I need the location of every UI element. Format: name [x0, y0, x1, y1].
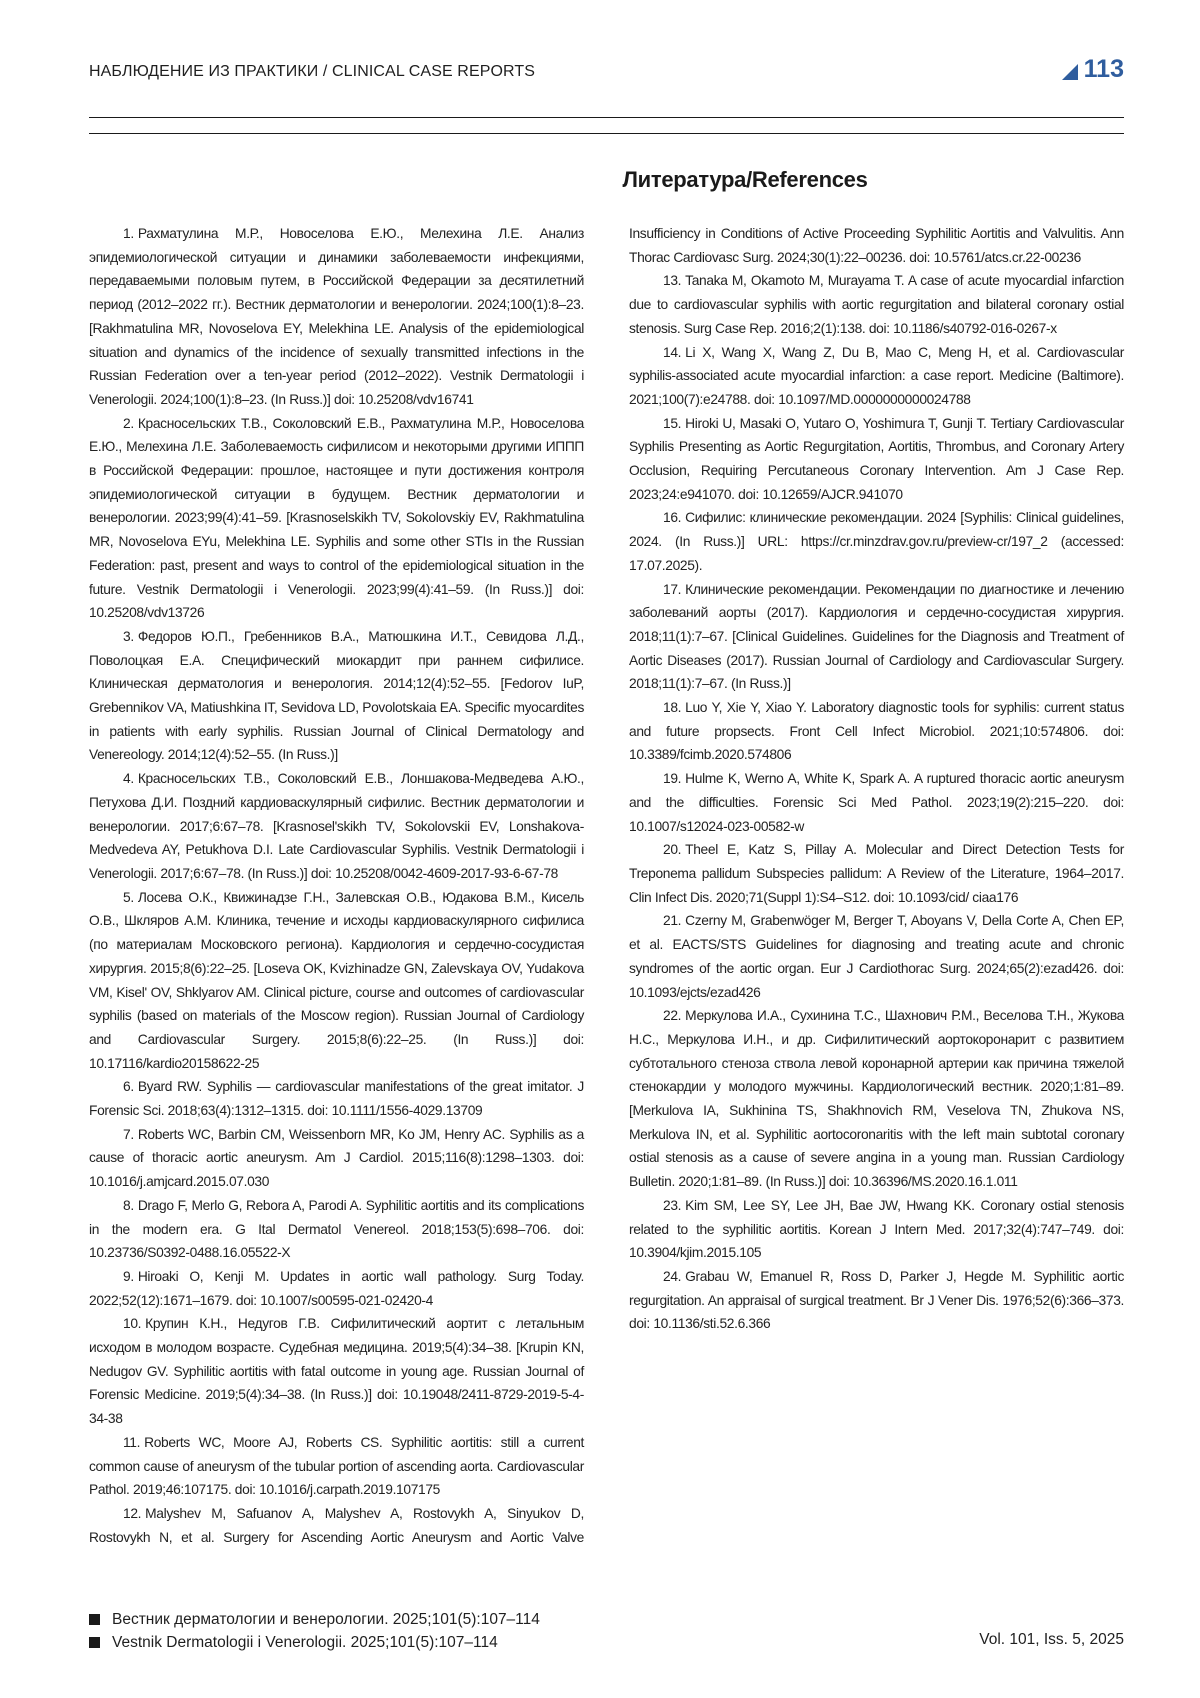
reference-text: Theel E, Katz S, Pillay A. Molecular and Direct Detection Tests for Treponema pallidum Subspecies pallidum: A Review of the Literature, 1964–2017. Clin Infect Dis. 2020;71(Suppl 1):S4–S12. doi: 10.1093/cid/ ciaa176: [629, 842, 1124, 905]
square-bullet-icon: [89, 1637, 100, 1648]
header-rule-bottom: [89, 133, 1124, 134]
reference-item: [89, 1431, 584, 1502]
reference-text: Byard RW. Syphilis — cardiovascular manifestations of the great imitator. J Forensic Sci. 2018;63(4):1312–1315. doi: 10.1111/1556-4029.13709: [89, 1079, 584, 1119]
reference-text: Grabau W, Emanuel R, Ross D, Parker J, Hegde M. Syphilitic aortic regurgitation. An appraisal of surgical treatment. Br J Vener Dis. 1976;52(6):366–373. doi: 10.1136/sti.52.6.366: [629, 1268, 1124, 1332]
reference-item: [89, 886, 584, 1076]
reference-number: 24.: [663, 1268, 682, 1284]
reference-text: Kim SM, Lee SY, Lee JH, Bae JW, Hwang KK. Coronary ostial stenosis related to the syphilitic aortitis. Korean J Intern Med. 2017;32(4):747–749. doi: 10.3904/kjim.2015.105: [629, 1197, 1124, 1261]
reference-text: Федоров Ю.П., Гребенников В.А., Матюшкина И.Т., Севидова Л.Д., Поволоцкая Е.А. Специфический миокардит при раннем сифилисе. Клиническая дерматология и венерология. 2014;12(4):52–55. [Fedorov IuP, Grebennikov VA, Matiushkina IT, Sevidova LD, Povolotskaia EA. Specific myocardites in patients with early syphilis. Russian Journal of Clinical Dermatology and Venereology. 2014;12(4):52–55. (In Russ.)]: [89, 628, 584, 763]
reference-text: Roberts WC, Moore AJ, Roberts CS. Syphilitic aortitis: still a current common cause of aneurysm of the tubular portion of ascending aorta. Cardiovascular Pathol. 2019;46:107175. doi: 10.1016/j.carpath.2019.107175: [89, 1434, 584, 1498]
reference-number: 1.: [123, 226, 134, 241]
running-head: НАБЛЮДЕНИЕ ИЗ ПРАКТИКИ / CLINICAL CASE REPORTS: [89, 63, 536, 80]
reference-text: Сифилис: клинические рекомендации. 2024 [Syphilis: Clinical guidelines, 2024. (In Russ.)] URL: https://cr.minzdrav.gov.ru/preview-cr/197_2 (accessed: 17.07.2025).: [629, 510, 1124, 573]
reference-number: 8.: [123, 1197, 134, 1213]
reference-item: [629, 767, 1124, 838]
footer-volume: Vol. 101, Iss. 5, 2025: [979, 1631, 1124, 1648]
section-title: Литература/References: [622, 167, 868, 192]
reference-text: Luo Y, Xie Y, Xiao Y. Laboratory diagnostic tools for syphilis: current status and future propsects. Front Cell Infect Microbiol. 2021;10:574806. doi: 10.3389/fcimb.2020.574806: [629, 700, 1124, 763]
reference-text: Красносельских Т.В., Соколовский Е.В., Лоншакова-Медведева А.Ю., Петухова Д.И. Поздний кардиоваскулярный сифилис. Вестник дерматологии и венерологии. 2017;6:67–78. [Krasnosel'skikh TV, Sokolovskii EV, Lonshakova-Medvedeva AY, Petukhova D.I. Late Cardiovascular Syphilis. Vestnik Dermatologii i Venerologii. 2017;6:67–78. (In Russ.)] doi: 10.25208/0042-4609-2017-93-6-67-78: [89, 771, 584, 881]
page-number-block: [1062, 55, 1124, 84]
reference-item: [629, 412, 1124, 507]
reference-number: 6.: [123, 1079, 134, 1095]
reference-text: Лосева О.К., Квижинадзе Г.Н., Залевская О.В., Юдакова В.М., Кисель О.В., Шкляров А.М. Клиника, течение и исходы кардиоваскулярного сифилиса (по материалам Московского региона). Кардиология и сердечно-сосудистая хирургия. 2015;8(6):22–25. [Loseva OK, Kvizhinadze GN, Zalevskaya OV, Yudakova VM, Kisel' OV, Shklyarov AM. Clinical picture, course and outcomes of cardiovascular syphilis (based on materials of the Moscow region). Russian Journal of Cardiology and Cardiovascular Surgery. 2015;8(6):22–25. (In Russ.)] doi: 10.17116/kardio20158622-25: [89, 889, 584, 1071]
reference-item: [629, 838, 1124, 909]
reference-number: 17.: [663, 581, 682, 597]
reference-text: Czerny M, Grabenwöger M, Berger T, Aboyans V, Della Corte A, Chen EP, et al. EACTS/STS Guidelines for diagnosing and treating acute and chronic syndromes of the aortic organ. Eur J Cardiothorac Surg. 2024;65(2):ezad426. doi: 10.1093/ejcts/ezad426: [629, 913, 1124, 1000]
reference-number: 10.: [123, 1316, 142, 1332]
header-rule-top: [89, 117, 1124, 118]
square-bullet-icon: [89, 1614, 100, 1625]
footer-line-ru: [89, 1608, 540, 1631]
reference-text: Меркулова И.А., Сухинина Т.С., Шахнович Р.М., Веселова Т.Н., Жукова Н.С., Меркулова И.Н., и др. Сифилитический аортокоронарит с развитием субтотального стеноза ствола левой коронарной артерии как причина тяжелой стенокардии у молодого мужчины. Кардиологический вестник. 2020;1:81–89. [Merkulova IA, Sukhinina TS, Shakhnovich RM, Veselova TN, Zhukova NS, Merkulova IN, et al. Syphilitic aortocoronaritis with the left main subtotal coronary ostial stenosis as a cause of severe angina in a young man. Russian Cardiology Bulletin. 2020;1:81–89. (In Russ.)] doi: 10.36396/MS.2020.16.1.011: [629, 1008, 1124, 1190]
reference-item: [629, 506, 1124, 577]
reference-item: [89, 767, 584, 886]
reference-number: 23.: [663, 1197, 682, 1213]
reference-item: [89, 1194, 584, 1265]
reference-item: [629, 1194, 1124, 1265]
reference-text: Roberts WC, Barbin CM, Weissenborn MR, Ko JM, Henry AC. Syphilis as a cause of thoracic aortic aneurysm. Am J Cardiol. 2015;116(8):1298–1303. doi: 10.1016/j.amjcard.2015.07.030: [89, 1126, 584, 1190]
footer-line-en: [89, 1631, 540, 1654]
reference-text: Рахматулина М.Р., Новоселова Е.Ю., Мелехина Л.Е. Анализ эпидемиологической ситуации и динамики заболеваемости инфекциями, передаваемыми половым путем, в Российской Федерации за десятилетний период (2012–2022 гг.). Вестник дерматологии и венерологии. 2024;100(1):8–23. [Rakhmatulina MR, Novoselova EY, Melekhina LE. Analysis of the epidemiological situation and dynamics of the incidence of sexually transmitted infections in the Russian Federation over a ten-year period (2012–2022). Vestnik Dermatologii i Venerologii. 2024;100(1):8–23. (In Russ.)] doi: 10.25208/vdv16741: [89, 226, 584, 407]
reference-item: [89, 412, 584, 625]
footer-journal-en: Vestnik Dermatologii i Venerologii. 2025;101(5):107–114: [112, 1634, 498, 1651]
reference-text: Tanaka M, Okamoto M, Murayama T. A case of acute myocardial infarction due to cardiovascular syphilis with aortic regurgitation and bilateral coronary ostial stenosis. Surg Case Rep. 2016;2(1):138. doi: 10.1186/s40792-016-0267-x: [629, 273, 1124, 336]
reference-number: 13.: [663, 273, 682, 289]
reference-text: Hiroaki O, Kenji M. Updates in aortic wall pathology. Surg Today. 2022;52(12):1671–1679. doi: 10.1007/s00595-021-02420-4: [89, 1268, 584, 1308]
reference-number: 7.: [123, 1126, 134, 1142]
triangle-marker-icon: [1062, 64, 1078, 80]
reference-number: 15.: [663, 415, 682, 431]
reference-number: 2.: [123, 415, 134, 431]
page-number: 113: [1083, 55, 1124, 83]
reference-item: [629, 269, 1124, 340]
reference-item: [629, 341, 1124, 412]
reference-item: [89, 1123, 584, 1194]
footer-journal-ru: Вестник дерматологии и венерологии. 2025;101(5):107–114: [112, 1611, 540, 1628]
reference-number: 22.: [663, 1008, 682, 1024]
reference-text: Li X, Wang X, Wang Z, Du B, Mao C, Meng H, et al. Cardiovascular syphilis-associated acute myocardial infarction: a case report. Medicine (Baltimore). 2021;100(7):e24788. doi: 10.1097/MD.0000000000024788: [629, 344, 1124, 407]
reference-number: 12.: [123, 1505, 142, 1521]
reference-text: Клинические рекомендации. Рекомендации по диагностике и лечению заболеваний аорты (2017). Кардиология и сердечно-сосудистая хирургия. 2018;11(1):7–67. [Clinical Guidelines. Guidelines for the Diagnosis and Treatment of Aortic Diseases (2017). Russian Journal of Cardiology and Cardiovascular Surgery. 2018;11(1):7–67. (In Russ.)]: [629, 581, 1124, 692]
reference-text: Красносельских Т.В., Соколовский Е.В., Рахматулина М.Р., Новоселова Е.Ю., Мелехина Л.Е. Заболеваемость сифилисом и некоторыми другими ИППП в Российской Федерации: прошлое, настоящее и пути достижения контроля эпидемиологической ситуации в будущем. Вестник дерматологии и венерологии. 2023;99(4):41–59. [Krasnoselskikh TV, Sokolovskiy EV, Rakhmatulina MR, Novoselova EYu, Melekhina LE. Syphilis and some other STIs in the Russian Federation: past, present and ways to control of the epidemiological situation in the future. Vestnik Dermatologii i Venerologii. 2023;99(4):41–59. (In Russ.)] doi: 10.25208/vdv13726: [89, 415, 584, 621]
reference-item: [629, 578, 1124, 697]
reference-text: Hiroki U, Masaki O, Yutaro O, Yoshimura T, Gunji T. Tertiary Cardiovascular Syphilis Presenting as Aortic Regurgitation, Aortitis, Thrombus, and Coronary Artery Occlusion, Requiring Percutaneous Coronary Intervention. Am J Case Rep. 2023;24:e941070. doi: 10.12659/AJCR.941070: [629, 415, 1124, 502]
reference-number: 18.: [663, 700, 682, 716]
footer-citation: [89, 1608, 540, 1654]
reference-number: 4.: [123, 771, 134, 787]
reference-item: [629, 1265, 1124, 1336]
reference-number: 19.: [663, 771, 682, 787]
reference-number: 14.: [663, 344, 682, 360]
page-header: [89, 55, 1124, 95]
reference-item: [89, 1075, 584, 1122]
reference-item: [89, 222, 584, 412]
reference-text: Drago F, Merlo G, Rebora A, Parodi A. Syphilitic aortitis and its complications in the modern era. G Ital Dermatol Venereol. 2018;153(5):698–706. doi: 10.23736/S0392-0488.16.05522-X: [89, 1197, 584, 1261]
reference-item: [629, 696, 1124, 767]
reference-item: [629, 1004, 1124, 1194]
reference-text: Malyshev M, Safuanov A, Malyshev A, Rostovykh A, Sinyukov D, Rostovykh N, et al. Surgery for Ascending Aortic Aneurysm and Aortic Valve Insufficiency in Conditions of Active Proceeding Syphilitic Aortitis and Valvulitis. Ann Thorac Cardiovasc Surg. 2024;30(1):22–00236. doi: 10.5761/atcs.cr.22-00236: [89, 226, 1124, 1545]
reference-text: Крупин К.Н., Недугов Г.В. Сифилитический аортит с летальным исходом в молодом возрасте. Судебная медицина. 2019;5(4):34–38. [Krupin KN, Nedugov GV. Syphilitic aortitis with fatal outcome in young age. Russian Journal of Forensic Medicine. 2019;5(4):34–38. (In Russ.)] doi: 10.19048/2411-8729-2019-5-4-34-38: [89, 1316, 584, 1427]
reference-list: [89, 222, 1124, 1572]
reference-number: 3.: [123, 628, 134, 644]
reference-item: [89, 1312, 584, 1431]
reference-number: 11.: [123, 1434, 141, 1450]
reference-item: [89, 625, 584, 767]
reference-item: [629, 909, 1124, 1004]
reference-number: 16.: [663, 510, 682, 526]
reference-number: 21.: [663, 913, 682, 929]
reference-number: 20.: [663, 842, 682, 858]
reference-number: 5.: [123, 889, 134, 905]
reference-item: [89, 1265, 584, 1312]
reference-number: 9.: [123, 1268, 134, 1284]
reference-text: Hulme K, Werno A, White K, Spark A. A ruptured thoracic aortic aneurysm and the difficulties. Forensic Sci Med Pathol. 2023;19(2):215–220. doi: 10.1007/s12024-023-00582-w: [629, 771, 1124, 834]
